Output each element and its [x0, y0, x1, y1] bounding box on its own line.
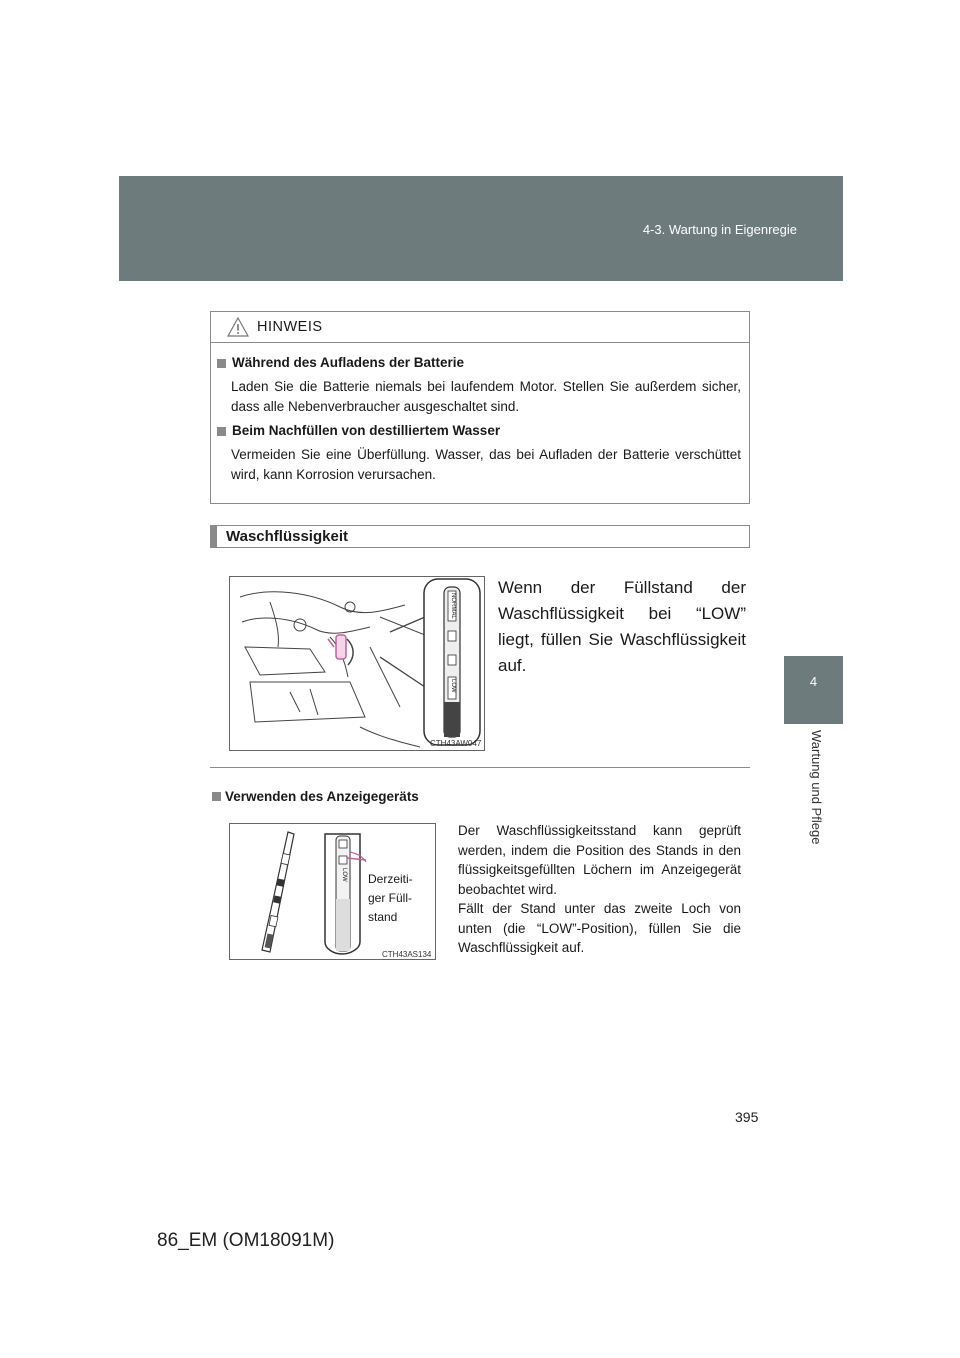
warning-triangle-icon [227, 317, 249, 337]
section-title: Waschflüssigkeit [226, 528, 348, 545]
notice-item-title [217, 421, 741, 441]
subsection-heading [212, 789, 419, 804]
subsection-paragraph-2: Fällt der Stand unter das zweite Loch von unten (die “LOW”-Position), füllen Sie die Waschflüssigkeit auf. [458, 901, 741, 955]
bullet-square-icon [217, 427, 226, 436]
dipstick-full-icon [262, 832, 294, 952]
subsection-paragraph-1: Der Waschflüssigkeitsstand kann geprüft werden, indem die Position des Stands in den flüssigkeitsgefüllten Löchern im Anzeigegerät beobachtet wird. [458, 823, 741, 897]
chapter-tab-number: 4 [809, 674, 818, 689]
figure-code: CTH43AW047 [430, 739, 482, 748]
header-section-title: 4-3. Wartung in Eigenregie [642, 222, 797, 237]
current-level-callout: Derzeiti-ger Füll-stand [368, 872, 413, 924]
notice-heading: HINWEIS [257, 319, 323, 335]
notice-item-title-text: Beim Nachfüllen von destilliertem Wasser [232, 423, 501, 438]
svg-text:NORMAL: NORMAL [450, 593, 456, 619]
notice-item-text: Laden Sie die Batterie niemals bei laufendem Motor. Stellen Sie außerdem sicher, dass alle Nebenverbraucher ausgeschaltet sind. [231, 379, 741, 414]
section-divider [210, 767, 750, 768]
dipstick-inset-icon [424, 579, 480, 745]
svg-text:LOW: LOW [341, 868, 347, 882]
intro-paragraph: Wenn der Füllstand der Waschflüssigkeit bei “LOW” liegt, füllen Sie Waschflüssigkeit auf. [498, 578, 746, 675]
engine-bay-illustration [230, 577, 484, 750]
notice-header [211, 312, 749, 343]
subsection-title: Verwenden des Anzeigegeräts [225, 789, 419, 804]
figure-engine-bay [229, 576, 485, 751]
document-code: 86_EM (OM18091M) [157, 1230, 335, 1251]
notice-box [210, 311, 750, 504]
notice-item-title-text: Während des Aufladens der Batterie [232, 355, 465, 370]
chapter-tab [784, 656, 843, 724]
bullet-square-icon [217, 359, 226, 368]
notice-item-title [217, 353, 741, 373]
svg-text:LOW: LOW [450, 679, 456, 693]
page-number: 395 [735, 1109, 759, 1125]
section-title-bar [210, 525, 750, 548]
subsection-body [458, 821, 741, 958]
bullet-square-icon [212, 792, 221, 801]
figure-code: CTH43AS134 [382, 950, 432, 959]
dipstick-zoom-inset-icon [325, 834, 366, 954]
notice-body [211, 343, 749, 485]
notice-item-text: Vermeiden Sie eine Überfüllung. Wasser, das bei Aufladen der Batterie verschüttet wird, kann Korrosion verursachen. [231, 447, 741, 482]
chapter-tab-label: Wartung und Pflege [809, 730, 824, 845]
header-bar [119, 176, 843, 281]
section-accent [211, 526, 217, 547]
